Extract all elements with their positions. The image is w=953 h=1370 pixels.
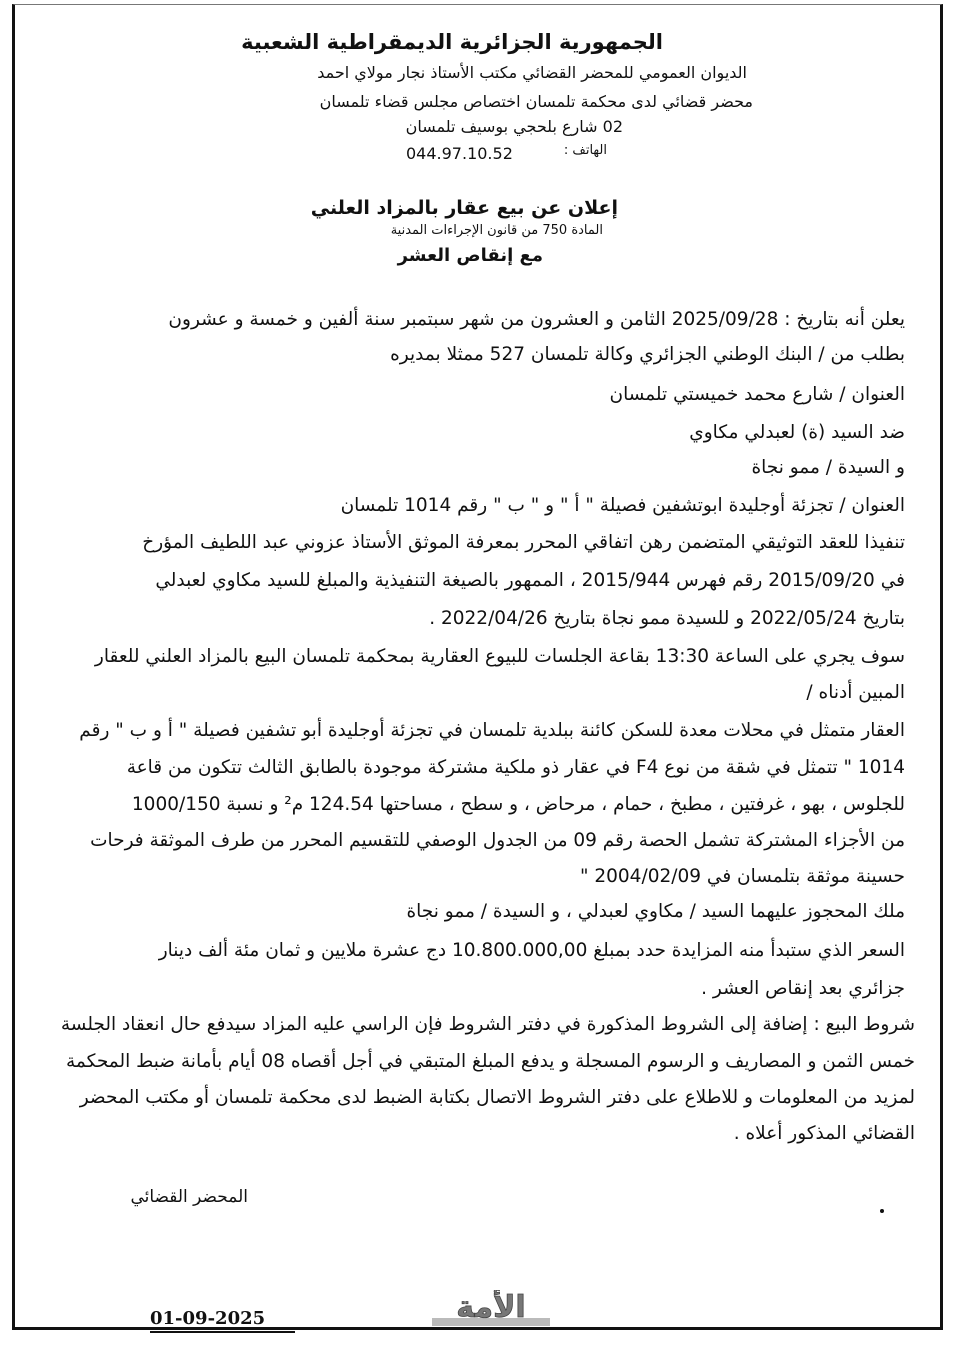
notice-title: إعلان عن بيع عقار بالمزاد العلني xyxy=(310,197,618,219)
body-line-17: ملك المحجوز عليهما السيد / مكاوي لعبدلي ، و السيدة / ممو نجاة xyxy=(406,901,905,922)
republic-heading: الجمهورية الجزائرية الديمقراطية الشعبية xyxy=(241,30,663,54)
body-line-4: ضد السيد (ة) لعبدلي مكاوي xyxy=(689,422,905,443)
body-line-2: بطلب من / البنك الوطني الجزائري وكالة تلمسان 527 ممثلا بمديره xyxy=(390,344,905,365)
jurisdiction-line: محضر قضائي لدى محكمة تلمسان اختصاص مجلس قضاء تلمسان xyxy=(319,92,753,111)
body-line-15: من الأجزاء المشتركة تشمل الحصة رقم 09 من الجدول الوصفي للتقسيم المحرر من طرف الموثقة فرحات xyxy=(90,830,905,851)
body-line-21: خمس الثمن و المصاريف و الرسوم المسجلة و يدفع المبلغ المتبقي في أجل أقصاه 08 أيام بأمانة ضبط المحكمة xyxy=(66,1051,915,1072)
body-line-8: في 2015/09/20 رقم فهرس 2015/944 ، الممهور بالصيغة التنفيذية والمبلغ للسيد مكاوي لعبدلي xyxy=(155,570,905,591)
body-line-13: 1014 " تتمثل في شقة من نوع F4 في عقار ذو ملكية مشتركة موجودة بالطابق الثالث تتكون من قاعة xyxy=(126,757,905,778)
body-line-23: القضائي المذكور أعلاه . xyxy=(733,1123,915,1144)
newspaper-logo-icon xyxy=(432,1290,550,1330)
body-line-6: العنوان / تجزئة أوجليدة ابوتشفين فصيلة " أ " و " ب " رقم 1014 تلمسان xyxy=(340,495,905,516)
body-line-9: بتاريخ 2022/05/24 و للسيدة ممو نجاة بتاريخ 2022/04/26 . xyxy=(429,608,905,629)
notice-article: المادة 750 من قانون الإجراءات المدنية xyxy=(390,223,603,238)
stray-mark xyxy=(880,1209,884,1213)
body-line-19: جزائري بعد إنقاص العشر . xyxy=(701,978,905,999)
phone-number: 044.97.10.52 xyxy=(406,144,513,163)
date-underline xyxy=(150,1331,295,1333)
signature-label: المحضر القضائي xyxy=(130,1187,248,1207)
body-line-16: حسينة موثقة بتلمسان في 2004/02/09 " xyxy=(579,866,905,887)
publication-date: 01-09-2025 xyxy=(150,1308,266,1329)
newspaper-logo-text: الأمة xyxy=(456,1290,526,1325)
body-line-5: و السيدة / ممو نجاة xyxy=(751,457,905,478)
body-line-3: العنوان / شارع محمد خميستي تلمسان xyxy=(609,384,905,405)
body-line-18: السعر الذي ستبدأ منه المزايدة حدد بمبلغ 10.800.000,00 دج عشرة ملايين و ثمان مئة ألف دينار xyxy=(158,940,905,961)
phone-label: الهاتف : xyxy=(563,143,607,158)
body-line-10: سوف يجري على الساعة 13:30 بقاعة الجلسات للبيوع العقارية بمحكمة تلمسان البيع بالمزاد العلني للعقار xyxy=(94,646,905,667)
body-line-14: للجلوس ، بهو ، غرفتين ، مطبخ ، حمام ، مرحاض ، و سطح ، مساحتها 124.54 م² و نسبة 1000/150 xyxy=(131,794,905,815)
office-line: الديوان العمومي للمحضر القضائي مكتب الأستاذ نجار مولاي احمد xyxy=(317,63,747,82)
body-line-12: العقار متمثل في محلات معدة للسكن كائنة ببلدية تلمسان في تجزئة أوجليدة أبو تشفين فصيلة " أ و ب " رقم xyxy=(79,720,905,741)
body-line-1: يعلن أنه بتاريخ : 2025/09/28 الثامن و العشرون من شهر سبتمبر سنة ألفين و خمسة و عشرون xyxy=(168,309,905,330)
body-line-22: لمزيد من المعلومات و للاطلاع على دفتر الشروط الاتصال بكتابة الضبط لدى محكمة تلمسان أو مكتب المحضر xyxy=(79,1087,915,1108)
body-line-11: المبين أدناه / xyxy=(806,682,905,703)
address-line: 02 شارع بلحجي بوسيف تلمسان xyxy=(405,117,623,136)
body-line-7: تنفيذا للعقد التوثيقي المتضمن رهن اتفاقي المحرر بمعرفة الموثق الأستاذ عزوني عبد اللطيف المؤرخ xyxy=(142,532,905,553)
body-line-20: شروط البيع : إضافة إلى الشروط المذكورة في دفتر الشروط فإن الراسي عليه المزاد سيدفع حال انعقاد الجلسة xyxy=(60,1014,915,1035)
notice-subtitle: مع إنقاص العشر xyxy=(397,245,543,266)
